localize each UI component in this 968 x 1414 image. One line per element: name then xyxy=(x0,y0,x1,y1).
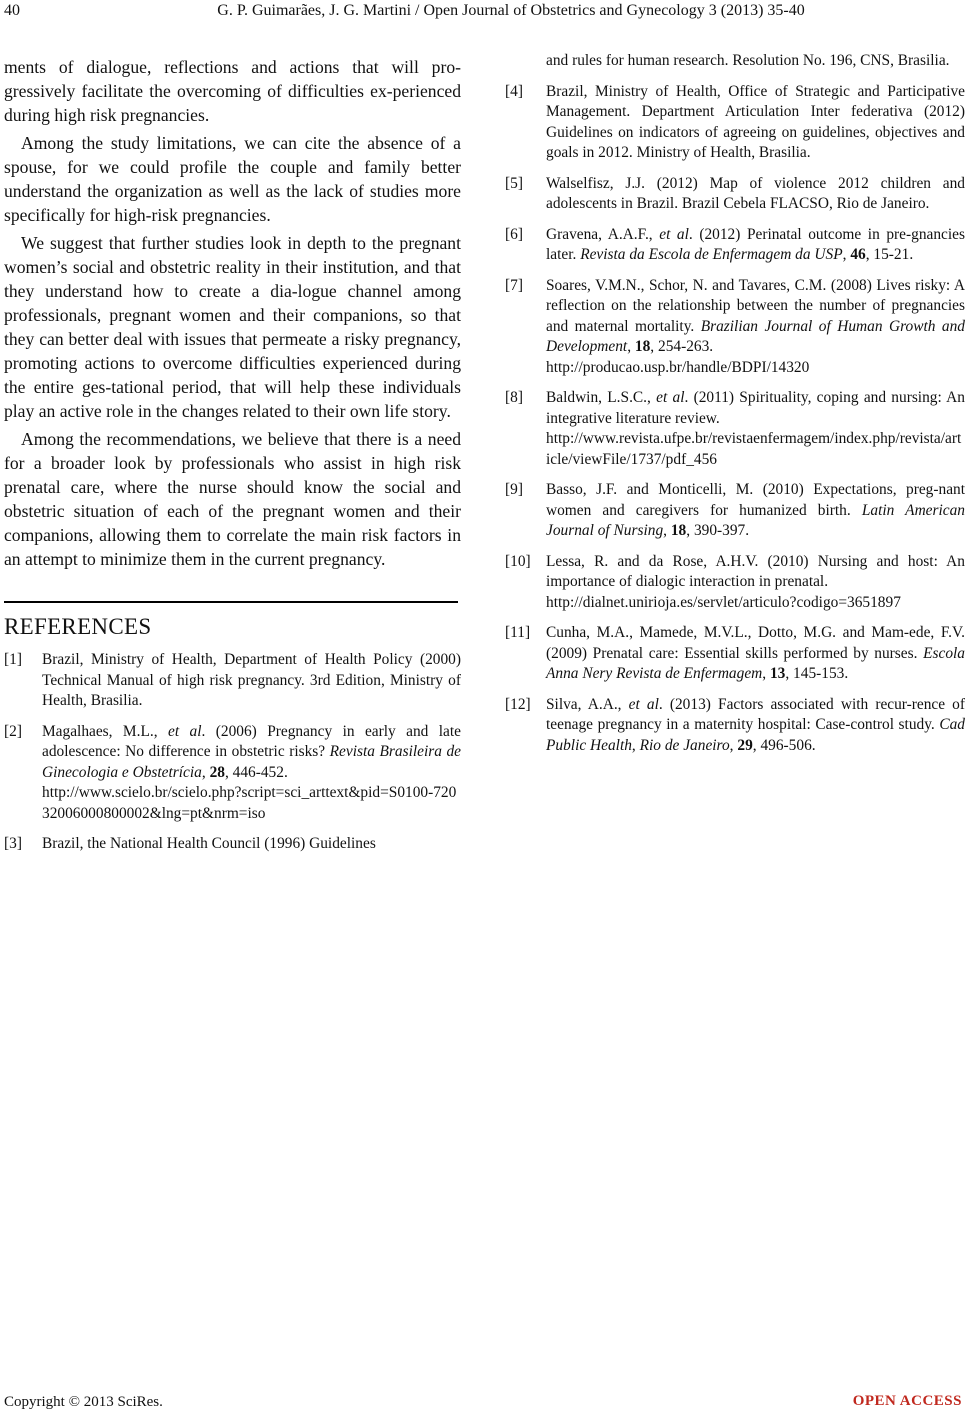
reference-url[interactable]: http://producao.usp.br/handle/BDPI/14320 xyxy=(546,358,810,376)
reference-text: Brazil, Ministry of Health, Office of Strategic and Participative Management. Department Articulation Inter federativa (2012) Guidelines on indicators of agreeing on guidelines, objectives and goals in 2012. Ministry of Health, Brasilia. xyxy=(546,82,965,161)
reference-number: [7] xyxy=(505,276,523,294)
journal-name: Revista Brasileira de Ginecologia e Obstetrícia xyxy=(42,743,461,781)
open-access-badge: OPEN ACCESS xyxy=(852,1393,962,1409)
reference-continuation xyxy=(505,51,965,72)
reference-item xyxy=(4,650,461,712)
reference-item xyxy=(4,834,461,855)
reference-item xyxy=(505,480,965,542)
body-paragraph: Among the recommendations, we believe that there is a need for a broader look by professionals who assist in high risk prenatal care, where the nurse should know the social and obstetric situation of each of the pregnant women and their companions, allowing them to correlate the main risk factors in an attempt to minimize them in the current pregnancy. xyxy=(4,429,461,569)
section-divider xyxy=(4,601,458,603)
reference-number: [2] xyxy=(4,722,22,740)
journal-name: Latin American Journal of Nursing xyxy=(546,501,965,539)
journal-name: Cad Public Health xyxy=(546,716,965,754)
reference-number: [12] xyxy=(505,695,531,713)
volume-number: 28 xyxy=(209,763,225,781)
reference-number: [4] xyxy=(505,82,523,100)
reference-number: [11] xyxy=(505,624,531,641)
reference-text: Walselfisz, J.J. (2012) Map of violence 2012 children and adolescents in Brazil. Brazil Cebela FLACSO, Rio de Janeiro. xyxy=(546,174,965,212)
journal-place: Rio de Janeiro xyxy=(639,736,730,754)
reference-number: [3] xyxy=(4,835,22,852)
reference-item xyxy=(505,174,965,215)
reference-url[interactable]: http://www.scielo.br/scielo.php?script=sci_arttext&pid=S0100-72032006000800002&lng=pt&nrm=iso xyxy=(42,784,457,822)
reference-text: Silva, A.A., et al. (2013) Factors associated with recur-rence of teenage pregnancy in a maternity hospital: Case-control study. Cad Public Health, Rio de Janeiro, 29, 496-506. xyxy=(546,695,965,754)
body-paragraph: ments of dialogue, reflections and actions that will pro-gressively facilitate the overcoming of difficulties ex-perienced during high risk pregnancies. xyxy=(4,57,461,125)
reference-number: [8] xyxy=(505,389,523,406)
reference-number: [9] xyxy=(505,481,523,498)
reference-item xyxy=(505,225,965,266)
journal-name: Revista da Escola de Enfermagem da USP xyxy=(580,246,843,263)
reference-number: [1] xyxy=(4,651,22,668)
journal-name: Escola Anna Nery Revista de Enfermagem xyxy=(546,644,965,682)
page-number: 40 xyxy=(4,2,20,19)
reference-item xyxy=(505,695,965,757)
body-paragraph: We suggest that further studies look in depth to the pregnant women’s social and obstetric reality in their institution, and that they understand how to create a dia-logue channel among professionals, pregnant women and their companions, so that they can better deal with issues that permeate a risky pregnancy, promoting actions to overcome difficulties experienced during the entire ges-tational period, that will help these individuals play an active role in the changes related to their own life story. xyxy=(4,233,461,421)
reference-text: Lessa, R. and da Rose, A.H.V. (2010) Nursing and host: An importance of dialogic interaction in prenatal. http://dialnet.unirioja.es/servlet/articulo?codigo=3651897 xyxy=(546,552,965,614)
reference-item xyxy=(505,623,965,685)
copyright-notice: Copyright © 2013 SciRes. xyxy=(4,1394,163,1410)
reference-item xyxy=(4,722,461,825)
reference-text: Brazil, Ministry of Health, Department of Health Policy (2000) Technical Manual of high risk pregnancy. 3rd Edition, Ministry of Health, Brasilia. xyxy=(42,651,461,709)
references-heading: REFERENCES xyxy=(4,614,152,639)
reference-number: [6] xyxy=(505,225,523,243)
reference-text: Magalhaes, M.L., et al. (2006) Pregnancy in early and late adolescence: No difference in obstetric risks? Revista Brasileira de Ginecologia e Obstetrícia, 28, 446-452. http://www.scielo.br/scielo.php?script=sci_arttext&pid=S0100-72032006000800002&lng=pt&nrm=iso xyxy=(42,722,461,825)
reference-item xyxy=(505,276,965,379)
reference-text: Gravena, A.A.F., et al. (2012) Perinatal outcome in pre-gnancies later. Revista da Escola de Enfermagem da USP, 46, 15-21. xyxy=(546,225,965,263)
reference-text: Brazil, the National Health Council (1996) Guidelines xyxy=(42,835,376,852)
body-paragraph: Among the study limitations, we can cite the absence of a spouse, for we could profile the couple and family better understand the organization as well as the lack of studies more specifically for high-risk pregnancies. xyxy=(4,133,461,225)
left-column xyxy=(4,55,461,865)
journal-name: Brazilian Journal of Human Growth and Development xyxy=(546,317,965,355)
reference-item xyxy=(505,552,965,614)
reference-text: and rules for human research. Resolution No. 196, CNS, Brasilia. xyxy=(546,52,950,69)
volume-number: 18 xyxy=(634,338,651,355)
volume-number: 29 xyxy=(737,736,753,754)
reference-text: Cunha, M.A., Mamede, M.V.L., Dotto, M.G. and Mam-ede, F.V. (2009) Prenatal care: Essential skills performed by nurses. Escola Anna Nery Revista de Enfermagem, 13, 145-153. xyxy=(546,624,965,682)
reference-text: Baldwin, L.S.C., et al. (2011) Spirituality, coping and nursing: An integrative literature review. http://www.revista.ufpe.br/revistaenfermagem/index.php/revista/article/viewFile/1737/pdf_456 xyxy=(546,388,965,470)
reference-text: Basso, J.F. and Monticelli, M. (2010) Expectations, preg-nant women and caregivers for humanized birth. Latin American Journal of Nursing, 18, 390-397. xyxy=(546,481,965,539)
reference-number: [5] xyxy=(505,174,523,192)
reference-number xyxy=(505,51,546,72)
reference-url[interactable]: http://dialnet.unirioja.es/servlet/articulo?codigo=3651897 xyxy=(546,593,901,611)
reference-item xyxy=(505,82,965,164)
volume-number: 46 xyxy=(850,246,866,263)
right-column xyxy=(505,51,965,766)
volume-number: 18 xyxy=(670,522,687,539)
reference-url[interactable]: http://www.revista.ufpe.br/revistaenfermagem/index.php/revista/article/viewFile/1737/pdf_456 xyxy=(546,430,962,468)
volume-number: 13 xyxy=(769,665,786,682)
reference-item xyxy=(505,388,965,470)
running-header: G. P. Guimarães, J. G. Martini / Open Journal of Obstetrics and Gynecology 3 (2013) 35-40 xyxy=(217,2,805,19)
reference-text: Soares, V.M.N., Schor, N. and Tavares, C.M. (2008) Lives risky: A reflection on the relationship between the number of pregnancies and maternal mortality. Brazilian Journal of Human Growth and Development, 18, 254-263. http://producao.usp.br/handle/BDPI/14320 xyxy=(546,276,965,379)
reference-number: [10] xyxy=(505,552,531,570)
